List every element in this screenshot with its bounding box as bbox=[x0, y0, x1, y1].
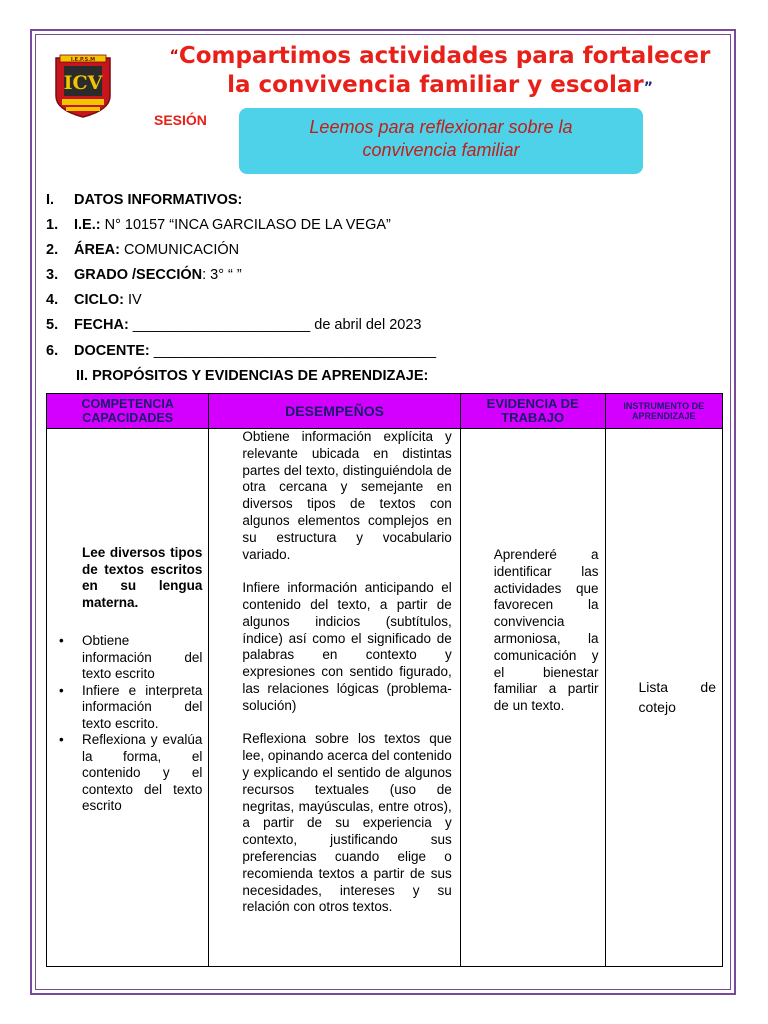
info-row-ie bbox=[46, 217, 391, 233]
table-header-row bbox=[47, 394, 723, 429]
info-row-ciclo bbox=[46, 292, 142, 308]
purposes-table bbox=[46, 393, 723, 967]
page-title bbox=[150, 42, 730, 103]
info-value: ______________________ de abril del 2023 bbox=[128, 317, 422, 333]
info-row-area bbox=[46, 242, 239, 258]
desempeno-paragraph: Obtiene información explícita y relevante ubicada en distintas partes del texto, distinguiéndola de otra cercana y semejante en diversos tipos de textos con algunos elementos complejos en su estructura y vocabulario variado. bbox=[242, 429, 452, 562]
evidencia-text: Aprenderé a identificar las actividades que favorecen la convivencia armoniosa, la comunicación y el bienestar familiar a partir de un texto. bbox=[493, 547, 599, 714]
info-value: IV bbox=[123, 292, 142, 308]
header-competencia: COMPETENCIA CAPACIDADES bbox=[47, 394, 209, 429]
info-label: ÁREA: bbox=[74, 242, 120, 258]
table-row bbox=[47, 429, 723, 967]
datos-heading-text: DATOS INFORMATIVOS: bbox=[74, 192, 243, 208]
banner-line-2: convivencia familiar bbox=[362, 140, 520, 160]
desempeno-paragraph: Infiere información anticipando el contenido del texto, a partir de algunos indicios (subtítulos, índice) así como el significado de palabras en contexto y expresiones con sentido figurado, las relaciones lógicas (problema-solución) bbox=[242, 580, 452, 713]
info-num: 5. bbox=[46, 317, 59, 333]
capacidades-list bbox=[82, 633, 202, 815]
title-line-1: Compartimos actividades para fortalecer bbox=[178, 43, 711, 69]
info-label: I.E.: bbox=[74, 217, 101, 233]
sesion-label: SESIÓN bbox=[154, 112, 207, 128]
cell-evidencia bbox=[460, 429, 605, 967]
info-label: GRADO /SECCIÓN bbox=[74, 267, 203, 283]
info-num: 6. bbox=[46, 343, 59, 359]
header-desempenos: DESEMPEÑOS bbox=[209, 394, 460, 429]
header-evidencia: EVIDENCIA DE TRABAJO bbox=[460, 394, 605, 429]
cell-competencia bbox=[47, 429, 209, 967]
info-num: 2. bbox=[46, 242, 59, 258]
info-label: CICLO: bbox=[74, 292, 124, 308]
info-value: ___________________________________ bbox=[149, 343, 437, 359]
info-row-docente bbox=[46, 343, 436, 359]
svg-text:I.E.P.S.M: I.E.P.S.M bbox=[70, 57, 96, 63]
title-close-quote: ” bbox=[643, 80, 653, 96]
title-open-quote: “ bbox=[169, 48, 179, 64]
school-logo bbox=[54, 52, 112, 118]
session-banner bbox=[239, 108, 643, 174]
list-item: • Reflexiona y evalúa la forma, el contenido y el contexto del texto escrito bbox=[82, 732, 202, 815]
banner-line-1: Leemos para reflexionar sobre la bbox=[309, 117, 573, 137]
info-value: N° 10157 “INCA GARCILASO DE LA VEGA” bbox=[100, 217, 391, 233]
info-num: 3. bbox=[46, 267, 59, 283]
svg-text:ICV: ICV bbox=[63, 72, 103, 94]
list-item: • Obtiene información del texto escrito bbox=[82, 633, 202, 683]
datos-heading-num: I. bbox=[46, 192, 55, 208]
cell-instrumento bbox=[605, 429, 723, 967]
info-num: 1. bbox=[46, 217, 59, 233]
instrumento-text: Lista de cotejo bbox=[638, 679, 716, 715]
list-item: • Infiere e interpreta información del texto escrito. bbox=[82, 683, 202, 733]
info-value: : 3° “ ” bbox=[202, 267, 242, 283]
section-2-heading: II. PROPÓSITOS Y EVIDENCIAS DE APRENDIZAJE: bbox=[76, 368, 429, 384]
info-label: DOCENTE: bbox=[74, 343, 150, 359]
competencia-text: Lee diversos tipos de textos escritos en su lengua materna. bbox=[82, 545, 203, 610]
datos-heading bbox=[46, 192, 242, 208]
info-num: 4. bbox=[46, 292, 59, 308]
info-row-grado bbox=[46, 267, 242, 283]
info-row-fecha bbox=[46, 317, 421, 333]
info-label: FECHA: bbox=[74, 317, 129, 333]
desempeno-paragraph: Reflexiona sobre los textos que lee, opinando acerca del contenido y explicando el sentido de algunos recursos textuales (uso de negritas, mayúsculas, entre otros), a partir de su experiencia y contexto, justificando sus preferencias cuando elige o recomienda textos a partir de sus necesidades, intereses y su relación con otros textos. bbox=[242, 731, 452, 915]
cell-desempenos bbox=[209, 429, 460, 967]
header-instrumento: INSTRUMENTO DE APRENDIZAJE bbox=[605, 394, 723, 429]
title-line-2: la convivencia familiar y escolar bbox=[227, 72, 644, 98]
info-value: COMUNICACIÓN bbox=[119, 242, 240, 258]
